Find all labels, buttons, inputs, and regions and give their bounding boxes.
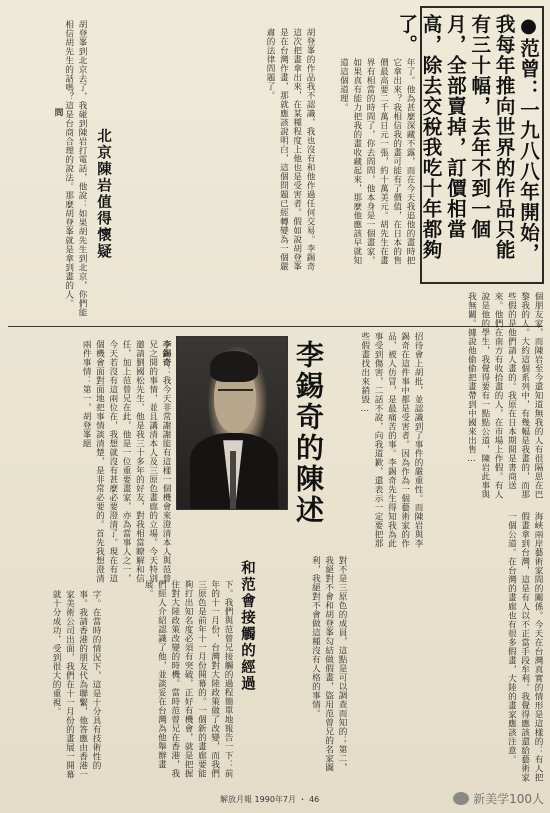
- wechat-icon: [453, 792, 469, 805]
- watermark-text: 新美学100人: [473, 792, 544, 806]
- article-body-contact: 下。我們與范曾兄接觸的過程簡單地報告一下：前年的十一月份，台灣對大陸政策做了改變，而我們三原色是前年十一月份開幕的。一個新的畫廊要能夠打出知名度必須有突破，正好有機會，就是把握住對大陸政策改變的時機。當時范曾兄在香港，我們經人介紹認識了他，並談妥在台灣為他舉辦畫展。: [143, 580, 233, 778]
- caption-text: ：我今天非常謝謝能有這樣一個機會來澄清本人與范曾兄之間的事情，並且講清本人及三原色畫廊的立場。今天特別邀請劉國松先生、他是我三十多年的好友，對我相當瞭解和信任，加上范曾兄在此，他是一位重要畫家，亦為當事人之一，今天若沒有這兩位在，我想就沒有甚麼必要澄清了。現在有這個機會面對面地把事情談清楚，是非常必要的。首先我想澄清兩件事情：第一，胡登峯絕: [81, 340, 171, 583]
- section-title-contact: 和范會接觸的經過: [239, 560, 255, 692]
- footer-page-number: 46: [309, 795, 320, 804]
- footer-magazine: 解放月報: [220, 795, 252, 804]
- article-body-center-lower: 對不是三原色的成員，這點是可以調查而知的；第二，我絕對不會和胡登峯勾結做假畫，盜用范曾兄的名家圖利，我絕對不會做這種沒有人格的事情。: [310, 556, 347, 772]
- footer-date: 1990年7月: [254, 795, 296, 804]
- article-body-right: 個朋友家，而陳岩至今還知道無我的人有很隔思在巴黎我的人。大約這個系列中，有幾幅是我畫的，而那些假的是他們請人畫的。我原在日本期間是書商送來。他們在南方有收拾畫的人，在市場上作假。有人說是他的學生，我覺得要有一點點公道，陳岩此事與我無關。據說他偷偷把畫帶到中國來出售…: [466, 292, 543, 499]
- caption-lead: 李錫奇: [161, 340, 171, 367]
- article-body-top-mid: 胡登峯的作品我不認識，我也沒有和他作過任何交易。李錫奇這次把畫拿出來，在某種程度上他也是受害者。假如說胡登峯是在台灣作畫，那就應該說明白，這個問題已經轉變為一個嚴肅的法律問題了。: [265, 28, 315, 271]
- article-body-left-bottom: 胡登峯到北京去了，我碰到陳岩打電話，他說：如果胡先生到北京，你們能相信胡先生的話嗎？這是台商合理的說法。那麼胡登峯就是拿到畫的人。: [63, 20, 87, 317]
- article-body-lower-right: 海峽兩岸藝術家間的關係。今天在台灣真實的情形是這樣的：有人把假畫拿到台灣，這是有人以不正當手段牟利。我覺得應該還給藝術家一個公道。在台灣的畫廊也有很多假畫，大陸的畫家應該注意。: [506, 512, 543, 782]
- photo-glasses: [218, 389, 253, 403]
- article-body-far-lower-left: 字。在當時的情況下，這是十分具有技術性的事。我請香港的朋友代為聯繫，他答應由香港一家美術公司出面，我們在十一月份的畫展一開幕就十分成功，受到很大的重視。: [51, 590, 101, 779]
- article-body-top-left: 年了。他為甚麼深藏不露，而在今天我追他的畫時把它拿出來？我相信我的畫可能有了價值，在日本的售價最高要二千萬日元一張，約十萬美元。胡先生在畫界有相當的時間了，你去問問，他本身是一個畫家，如果真有能力把我的畫收藏起來，那麼他應該早就知道這個道理。: [338, 58, 415, 265]
- photo-hair: [210, 351, 258, 382]
- article-body-mid-right: 招待會上胡批，並認識到了事件的嚴重性。而陳岩與李錫奇在這件事中都是受害者。因為作為一個藝術家的作品，被人仿冒，是最痛苦的事。李錫奇先生得知我為此事受到傷害，二話不說，向我道歉，還表示一定要把那些假畫找出來銷毀…: [359, 332, 423, 548]
- photo-tie: [230, 451, 237, 509]
- caption-block: [12, 340, 172, 584]
- article-title-li-xiqi: 李錫奇的陳述: [292, 340, 325, 526]
- watermark: [453, 790, 544, 807]
- page-footer: 解放月報 1990年7月 ・ 46: [220, 795, 320, 804]
- headline-quote: ●范曾：一九八八年開始，我每年推向世界的作品只能有三十幅，去年不到一個月，全部賣掉，訂價相當高，除去交稅我吃十年都夠了。: [395, 14, 540, 264]
- question-label: 問: [53, 108, 63, 117]
- portrait-photo: [176, 336, 288, 510]
- headline-quote-box: [395, 6, 544, 284]
- section-title-beijing: 北京陳岩值得懷疑: [95, 128, 111, 260]
